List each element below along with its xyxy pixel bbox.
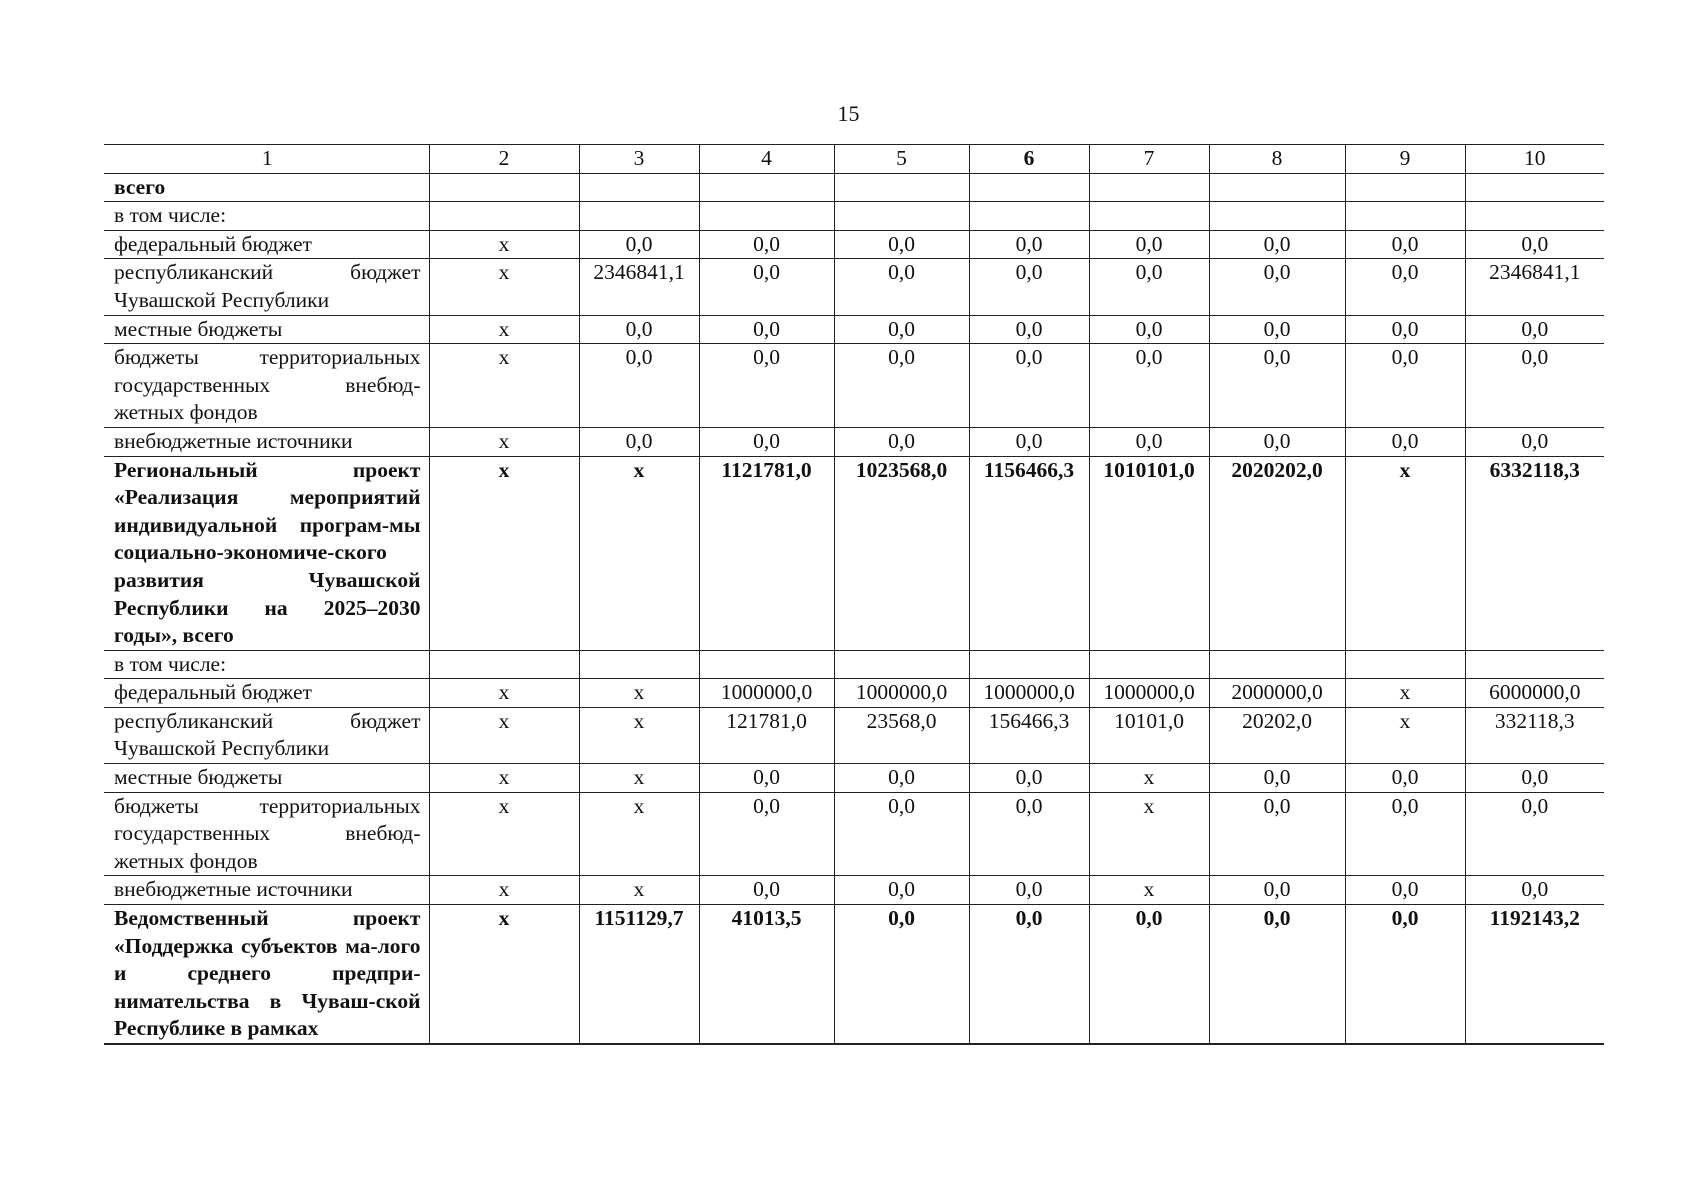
table-cell: 0,0 <box>1209 905 1345 1044</box>
table-cell <box>1089 202 1209 231</box>
table-cell: 0,0 <box>1209 427 1345 456</box>
table-cell <box>1209 202 1345 231</box>
table-cell <box>1465 202 1604 231</box>
table-cell: 0,0 <box>1345 344 1465 428</box>
header-cell: 5 <box>834 145 969 174</box>
table-cell: 1192143,2 <box>1465 905 1604 1044</box>
header-cell: 6 <box>969 145 1089 174</box>
table-cell: 0,0 <box>699 792 834 876</box>
table-cell: 0,0 <box>834 259 969 315</box>
table-cell: 0,0 <box>699 344 834 428</box>
table-cell: 0,0 <box>1345 792 1465 876</box>
table-cell: 0,0 <box>1465 427 1604 456</box>
table-cell: 0,0 <box>1209 344 1345 428</box>
row-label: внебюджетные источники <box>104 427 429 456</box>
row-label: бюджеты территориальных государственных внебюд-жетных фондов <box>104 792 429 876</box>
table-cell: 0,0 <box>969 427 1089 456</box>
table-cell: 0,0 <box>834 230 969 259</box>
table-cell <box>1089 173 1209 202</box>
table-cell: 0,0 <box>579 427 699 456</box>
table-cell: 0,0 <box>1345 259 1465 315</box>
row-label: республиканский бюджет Чувашской Республики <box>104 259 429 315</box>
budget-table <box>104 144 1604 1045</box>
table-cell: х <box>1345 707 1465 763</box>
table-cell: 1010101,0 <box>1089 456 1209 650</box>
table-cell: х <box>429 259 579 315</box>
table-cell <box>834 202 969 231</box>
table-cell: 0,0 <box>969 876 1089 905</box>
table-row <box>104 427 1604 456</box>
table-cell: 0,0 <box>1209 764 1345 793</box>
table-cell: 0,0 <box>969 905 1089 1044</box>
table-cell: 20202,0 <box>1209 707 1345 763</box>
table-row <box>104 707 1604 763</box>
table-cell: 0,0 <box>699 315 834 344</box>
table-cell: х <box>1345 456 1465 650</box>
table-cell <box>579 173 699 202</box>
row-label: внебюджетные источники <box>104 876 429 905</box>
header-cell: 9 <box>1345 145 1465 174</box>
table-row <box>104 315 1604 344</box>
table-cell: 6332118,3 <box>1465 456 1604 650</box>
table-row <box>104 876 1604 905</box>
table-cell: 0,0 <box>1209 230 1345 259</box>
table-cell <box>1465 650 1604 679</box>
table-cell <box>699 650 834 679</box>
table-cell <box>834 173 969 202</box>
table-cell: 156466,3 <box>969 707 1089 763</box>
table-cell <box>699 173 834 202</box>
table-cell: 0,0 <box>1345 905 1465 1044</box>
table-cell: 0,0 <box>1345 427 1465 456</box>
table-cell: 1000000,0 <box>699 679 834 708</box>
page-number: 15 <box>837 101 860 126</box>
table-cell: 0,0 <box>969 230 1089 259</box>
table-cell: 0,0 <box>969 764 1089 793</box>
table-cell <box>429 202 579 231</box>
table-cell: 0,0 <box>834 905 969 1044</box>
table-cell: 6000000,0 <box>1465 679 1604 708</box>
table-cell: 0,0 <box>1465 876 1604 905</box>
table-cell: 0,0 <box>834 876 969 905</box>
table-cell: х <box>579 876 699 905</box>
table-cell: 0,0 <box>1089 259 1209 315</box>
row-label: федеральный бюджет <box>104 230 429 259</box>
table-cell: 2346841,1 <box>579 259 699 315</box>
row-label: бюджеты территориальных государственных внебюд-жетных фондов <box>104 344 429 428</box>
row-label: Ведомственный проект «Поддержка субъектов ма-лого и среднего предпри-нимательства в Чуваш-ской Республике в рамках <box>104 905 429 1044</box>
table-cell: х <box>429 315 579 344</box>
table-cell: 0,0 <box>1465 344 1604 428</box>
table-cell: 1151129,7 <box>579 905 699 1044</box>
table-cell: 0,0 <box>834 315 969 344</box>
table-cell: 0,0 <box>969 315 1089 344</box>
table-cell: 0,0 <box>699 427 834 456</box>
table-row <box>104 173 1604 202</box>
table-cell: х <box>579 707 699 763</box>
table-cell: х <box>429 456 579 650</box>
table-cell <box>1209 650 1345 679</box>
table-cell: х <box>579 764 699 793</box>
table-cell: 0,0 <box>699 764 834 793</box>
table-cell: 0,0 <box>1465 315 1604 344</box>
table-row <box>104 259 1604 315</box>
table-cell <box>834 650 969 679</box>
table-cell <box>1345 650 1465 679</box>
table-cell: 0,0 <box>1089 315 1209 344</box>
table-cell: 0,0 <box>834 792 969 876</box>
table-cell: х <box>429 905 579 1044</box>
table-cell: х <box>429 344 579 428</box>
table-row <box>104 456 1604 650</box>
table-cell: 0,0 <box>699 876 834 905</box>
table-cell: х <box>579 679 699 708</box>
row-label: Региональный проект «Реализация мероприятий индивидуальной програм-мы социально-экономиче-ского развития Чувашской Республики на 2025–2030 годы», всего <box>104 456 429 650</box>
table-row <box>104 650 1604 679</box>
table-cell: х <box>429 679 579 708</box>
table-cell: х <box>1089 764 1209 793</box>
row-label: республиканский бюджет Чувашской Республики <box>104 707 429 763</box>
table-cell: 1000000,0 <box>969 679 1089 708</box>
table-row <box>104 202 1604 231</box>
table-cell: 23568,0 <box>834 707 969 763</box>
header-row <box>104 145 1604 174</box>
table-cell <box>969 202 1089 231</box>
table-cell: х <box>429 764 579 793</box>
table-row <box>104 764 1604 793</box>
header-cell: 7 <box>1089 145 1209 174</box>
table-cell: 0,0 <box>1465 764 1604 793</box>
table-cell: 0,0 <box>834 344 969 428</box>
table-cell: 0,0 <box>579 344 699 428</box>
table-cell <box>1345 202 1465 231</box>
table-cell: 121781,0 <box>699 707 834 763</box>
table-cell: 0,0 <box>1209 315 1345 344</box>
table-cell: 0,0 <box>1209 792 1345 876</box>
table-cell: х <box>429 792 579 876</box>
table-cell: х <box>1089 792 1209 876</box>
table-cell: х <box>429 876 579 905</box>
table-cell: 2346841,1 <box>1465 259 1604 315</box>
table-cell: 0,0 <box>1345 876 1465 905</box>
table-cell <box>969 173 1089 202</box>
table-cell <box>699 202 834 231</box>
table-cell: 10101,0 <box>1089 707 1209 763</box>
row-label: федеральный бюджет <box>104 679 429 708</box>
table-cell: 0,0 <box>1089 427 1209 456</box>
table-cell: 0,0 <box>1089 230 1209 259</box>
table-row <box>104 679 1604 708</box>
table-cell: 2020202,0 <box>1209 456 1345 650</box>
table-cell: 0,0 <box>699 230 834 259</box>
table-row <box>104 905 1604 1044</box>
table-cell <box>1089 650 1209 679</box>
table-cell: 0,0 <box>699 259 834 315</box>
table-cell <box>579 202 699 231</box>
header-cell: 8 <box>1209 145 1345 174</box>
table-cell: 0,0 <box>1089 905 1209 1044</box>
table-cell: х <box>1089 876 1209 905</box>
table-cell: 0,0 <box>1345 764 1465 793</box>
header-cell: 4 <box>699 145 834 174</box>
header-cell: 10 <box>1465 145 1604 174</box>
table-cell <box>1465 173 1604 202</box>
table-cell <box>1345 173 1465 202</box>
table-cell: 1023568,0 <box>834 456 969 650</box>
header-cell: 1 <box>104 145 429 174</box>
table-cell: 2000000,0 <box>1209 679 1345 708</box>
row-label: всего <box>104 173 429 202</box>
table-cell <box>579 650 699 679</box>
table-cell: х <box>429 230 579 259</box>
table-cell <box>1209 173 1345 202</box>
table-cell: 0,0 <box>969 344 1089 428</box>
table-cell: 0,0 <box>969 792 1089 876</box>
table-cell <box>429 650 579 679</box>
table-cell <box>969 650 1089 679</box>
table-cell: 332118,3 <box>1465 707 1604 763</box>
table-cell: 0,0 <box>834 427 969 456</box>
table-cell: х <box>579 456 699 650</box>
table-cell: 0,0 <box>1209 259 1345 315</box>
row-label: в том числе: <box>104 650 429 679</box>
row-label: в том числе: <box>104 202 429 231</box>
header-cell: 3 <box>579 145 699 174</box>
table-cell: 0,0 <box>1465 230 1604 259</box>
table-row <box>104 344 1604 428</box>
table-cell: х <box>1345 679 1465 708</box>
table-cell: 1156466,3 <box>969 456 1089 650</box>
row-label: местные бюджеты <box>104 764 429 793</box>
table-cell: 0,0 <box>1345 230 1465 259</box>
table-cell: х <box>429 707 579 763</box>
row-label: местные бюджеты <box>104 315 429 344</box>
table-row <box>104 792 1604 876</box>
table-cell: 0,0 <box>1345 315 1465 344</box>
table-cell: х <box>429 427 579 456</box>
table-cell: 1000000,0 <box>834 679 969 708</box>
table-cell: 41013,5 <box>699 905 834 1044</box>
table-row <box>104 230 1604 259</box>
header-cell: 2 <box>429 145 579 174</box>
table-cell: 1121781,0 <box>699 456 834 650</box>
table-cell: 0,0 <box>1465 792 1604 876</box>
table-cell: х <box>579 792 699 876</box>
table-cell: 0,0 <box>834 764 969 793</box>
table-cell: 1000000,0 <box>1089 679 1209 708</box>
table-cell: 0,0 <box>579 230 699 259</box>
table-cell: 0,0 <box>969 259 1089 315</box>
table-cell: 0,0 <box>1089 344 1209 428</box>
table-cell: 0,0 <box>579 315 699 344</box>
table-cell <box>429 173 579 202</box>
table-cell: 0,0 <box>1209 876 1345 905</box>
